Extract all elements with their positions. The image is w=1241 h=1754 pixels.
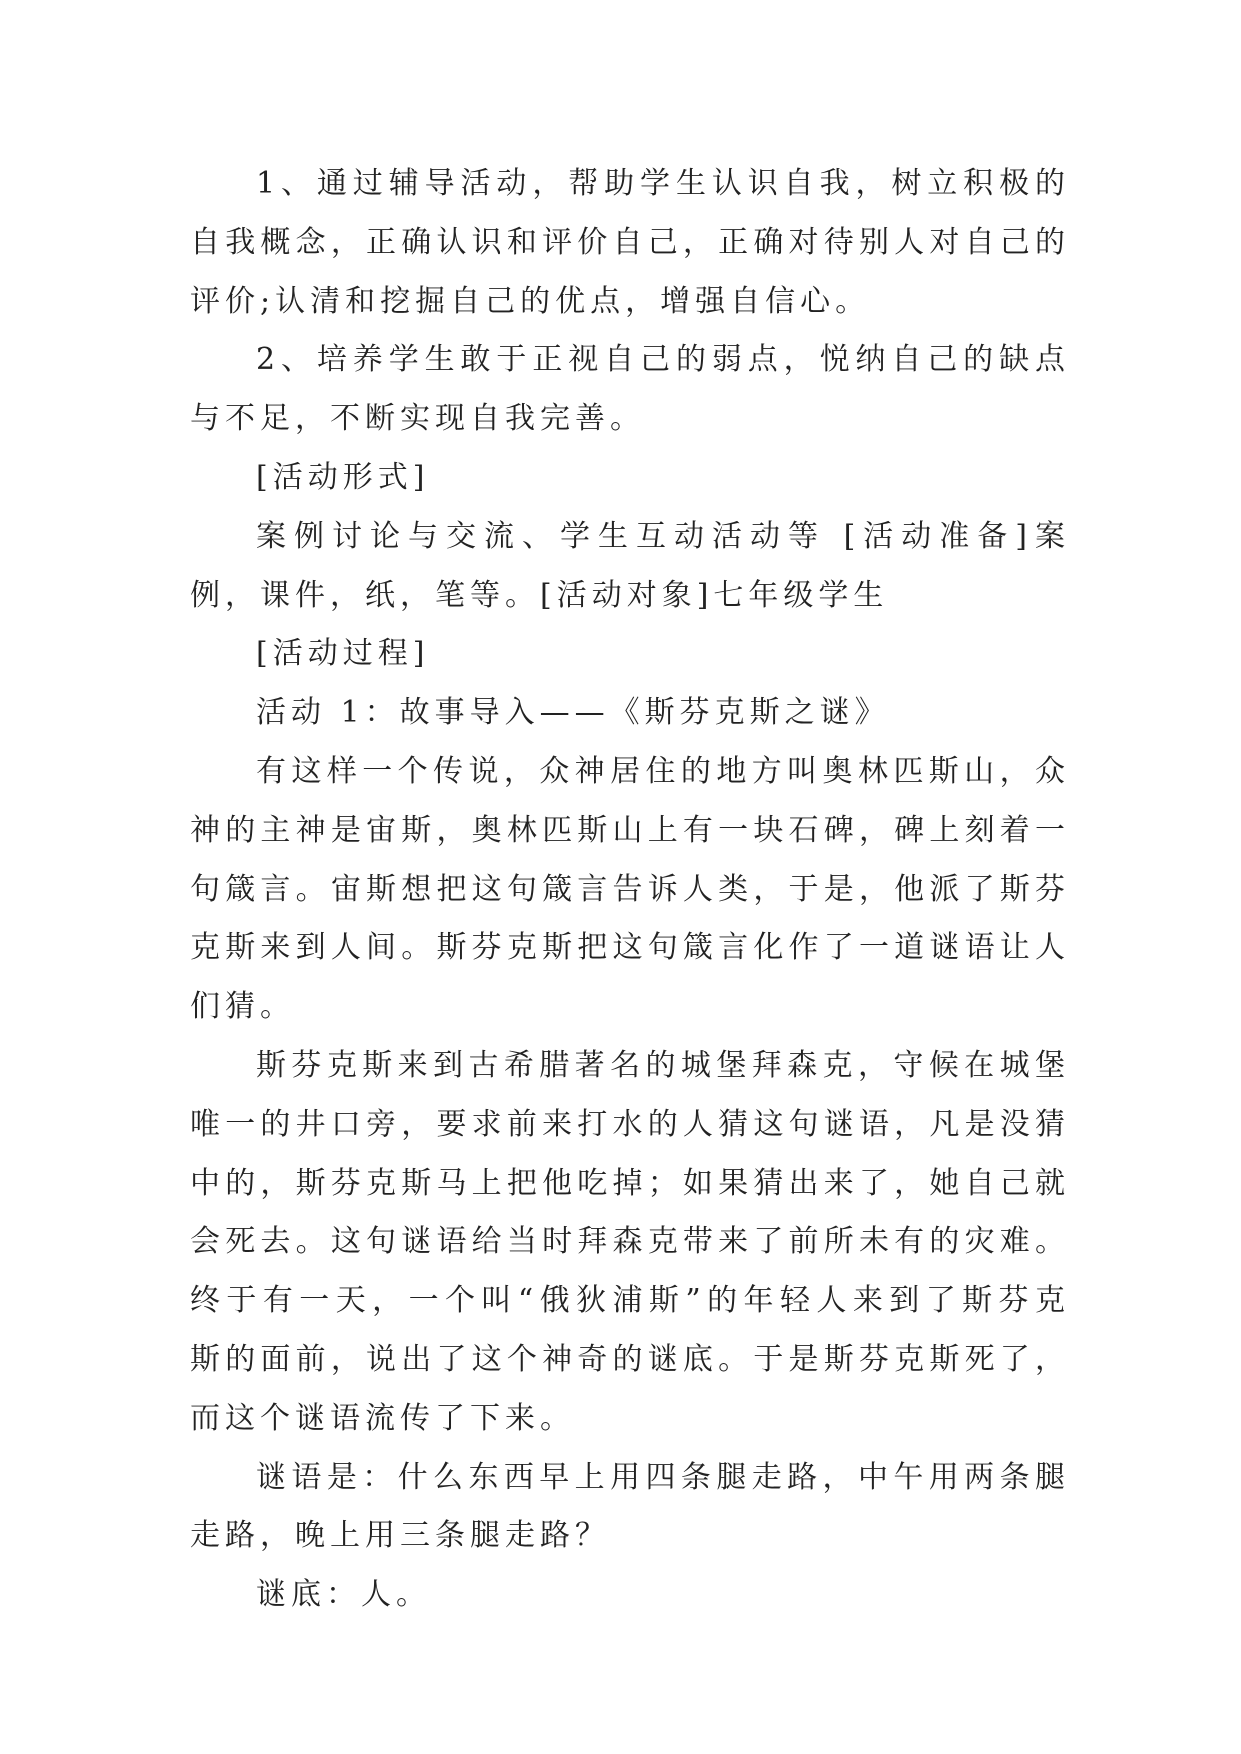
- paragraph-answer: 谜底：人。: [256, 1577, 431, 1613]
- paragraph-goal-1: 1、通过辅导活动，帮助学生认识自我，树立积极的自我概念，正确认识和评价自己，正确对待别人对自己的评价;认清和挖掘自己的优点，增强自信心。: [190, 166, 1070, 319]
- heading-activity-form: [活动形式]: [256, 459, 430, 495]
- paragraph-riddle: 谜语是：什么东西早上用四条腿走路，中午用两条腿走路，晚上用三条腿走路？: [190, 1459, 1070, 1554]
- paragraph-legend: 有这样一个传说，众神居住的地方叫奥林匹斯山，众神的主神是宙斯，奥林匹斯山上有一块石碑，碑上刻着一句箴言。宙斯想把这句箴言告诉人类，于是，他派了斯芬克斯来到人间。斯芬克斯把这句箴言化作了一道谜语让人们猜。: [190, 753, 1070, 1025]
- heading-activity-process: [活动过程]: [256, 636, 430, 672]
- document-body: [190, 155, 1070, 1625]
- paragraph-sphinx-story: 斯芬克斯来到古希腊著名的城堡拜森克，守候在城堡唯一的井口旁，要求前来打水的人猜这句谜语，凡是没猜中的，斯芬克斯马上把他吃掉；如果猜出来了，她自己就会死去。这句谜语给当时拜森克带来了前所未有的灾难。终于有一天，一个叫“俄狄浦斯”的年轻人来到了斯芬克斯的面前，说出了这个神奇的谜底。于是斯芬克斯死了，而这个谜语流传了下来。: [190, 1047, 1070, 1436]
- paragraph-activity-form: 案例讨论与交流、学生互动活动等 [活动准备]案例，课件，纸，笔等。[活动对象]七年级学生: [190, 518, 1070, 613]
- heading-activity-1: 活动 1：故事导入——《斯芬克斯之谜》: [256, 695, 890, 731]
- paragraph-goal-2: 2、培养学生敢于正视自己的弱点，悦纳自己的缺点与不足，不断实现自我完善。: [190, 342, 1070, 437]
